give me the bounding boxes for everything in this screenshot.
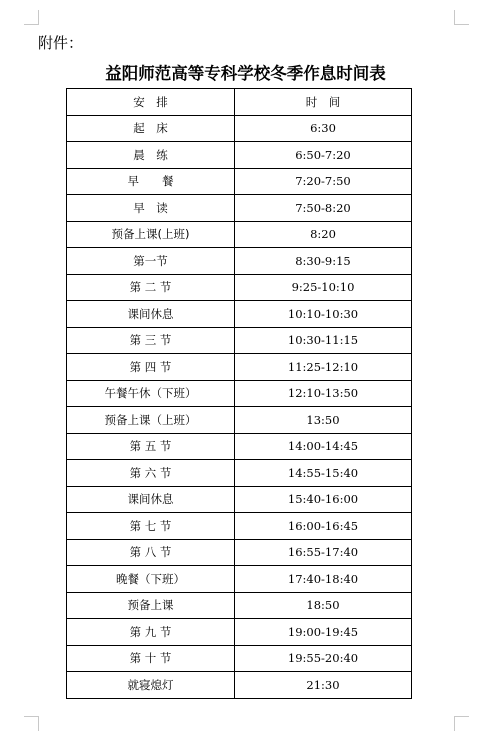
- document-title: 益阳师范高等专科学校冬季作息时间表: [105, 64, 386, 83]
- crop-mark-bottom-right: [454, 716, 469, 731]
- table-row: [67, 195, 412, 222]
- activity-cell: 晚餐（下班）: [67, 566, 235, 593]
- time-cell: 21:30: [235, 672, 412, 699]
- table-row: [67, 168, 412, 195]
- time-cell: 6:50-7:20: [235, 142, 412, 169]
- time-cell: 9:25-10:10: [235, 274, 412, 301]
- time-cell: 8:30-9:15: [235, 248, 412, 275]
- table-row: [67, 619, 412, 646]
- activity-cell: 第 九 节: [67, 619, 235, 646]
- time-cell: 8:20: [235, 221, 412, 248]
- header-time: 时 间: [235, 89, 412, 116]
- schedule-table: [66, 88, 412, 699]
- time-cell: 14:55-15:40: [235, 460, 412, 487]
- table-row: [67, 539, 412, 566]
- activity-cell: 第 三 节: [67, 327, 235, 354]
- activity-cell: 第 五 节: [67, 433, 235, 460]
- activity-cell: 起 床: [67, 115, 235, 142]
- table-row: [67, 274, 412, 301]
- activity-cell: 早 餐: [67, 168, 235, 195]
- time-cell: 7:20-7:50: [235, 168, 412, 195]
- activity-cell: 第 六 节: [67, 460, 235, 487]
- table-row: [67, 115, 412, 142]
- time-cell: 16:00-16:45: [235, 513, 412, 540]
- time-cell: 12:10-13:50: [235, 380, 412, 407]
- time-cell: 19:55-20:40: [235, 645, 412, 672]
- table-row: [67, 301, 412, 328]
- activity-cell: 午餐午休（下班）: [67, 380, 235, 407]
- table-row: [67, 248, 412, 275]
- table-row: [67, 566, 412, 593]
- table-row: [67, 380, 412, 407]
- time-cell: 14:00-14:45: [235, 433, 412, 460]
- activity-cell: 第一节: [67, 248, 235, 275]
- table-row: [67, 460, 412, 487]
- activity-cell: 第 二 节: [67, 274, 235, 301]
- crop-mark-bottom-left: [24, 716, 39, 731]
- time-cell: 10:10-10:30: [235, 301, 412, 328]
- crop-mark-top-left: [24, 10, 39, 25]
- activity-cell: 课间休息: [67, 301, 235, 328]
- activity-cell: 预备上课(上班): [67, 221, 235, 248]
- time-cell: 7:50-8:20: [235, 195, 412, 222]
- activity-cell: 第 七 节: [67, 513, 235, 540]
- activity-cell: 早 读: [67, 195, 235, 222]
- table-row: [67, 354, 412, 381]
- activity-cell: 第 十 节: [67, 645, 235, 672]
- time-cell: 15:40-16:00: [235, 486, 412, 513]
- time-cell: 13:50: [235, 407, 412, 434]
- activity-cell: 预备上课（上班）: [67, 407, 235, 434]
- table-row: [67, 407, 412, 434]
- table-row: [67, 645, 412, 672]
- activity-cell: 第 四 节: [67, 354, 235, 381]
- time-cell: 6:30: [235, 115, 412, 142]
- table-row: [67, 592, 412, 619]
- table-header-row: [67, 89, 412, 116]
- table-row: [67, 433, 412, 460]
- time-cell: 18:50: [235, 592, 412, 619]
- table-row: [67, 327, 412, 354]
- table-row: [67, 221, 412, 248]
- activity-cell: 就寝熄灯: [67, 672, 235, 699]
- table-row: [67, 486, 412, 513]
- activity-cell: 课间休息: [67, 486, 235, 513]
- activity-cell: 第 八 节: [67, 539, 235, 566]
- time-cell: 16:55-17:40: [235, 539, 412, 566]
- header-activity: 安 排: [67, 89, 235, 116]
- time-cell: 17:40-18:40: [235, 566, 412, 593]
- table-row: [67, 513, 412, 540]
- time-cell: 11:25-12:10: [235, 354, 412, 381]
- attachment-label: 附件：: [38, 34, 84, 52]
- table-row: [67, 142, 412, 169]
- time-cell: 10:30-11:15: [235, 327, 412, 354]
- activity-cell: 预备上课: [67, 592, 235, 619]
- crop-mark-top-right: [454, 10, 469, 25]
- table-row: [67, 672, 412, 699]
- time-cell: 19:00-19:45: [235, 619, 412, 646]
- activity-cell: 晨 练: [67, 142, 235, 169]
